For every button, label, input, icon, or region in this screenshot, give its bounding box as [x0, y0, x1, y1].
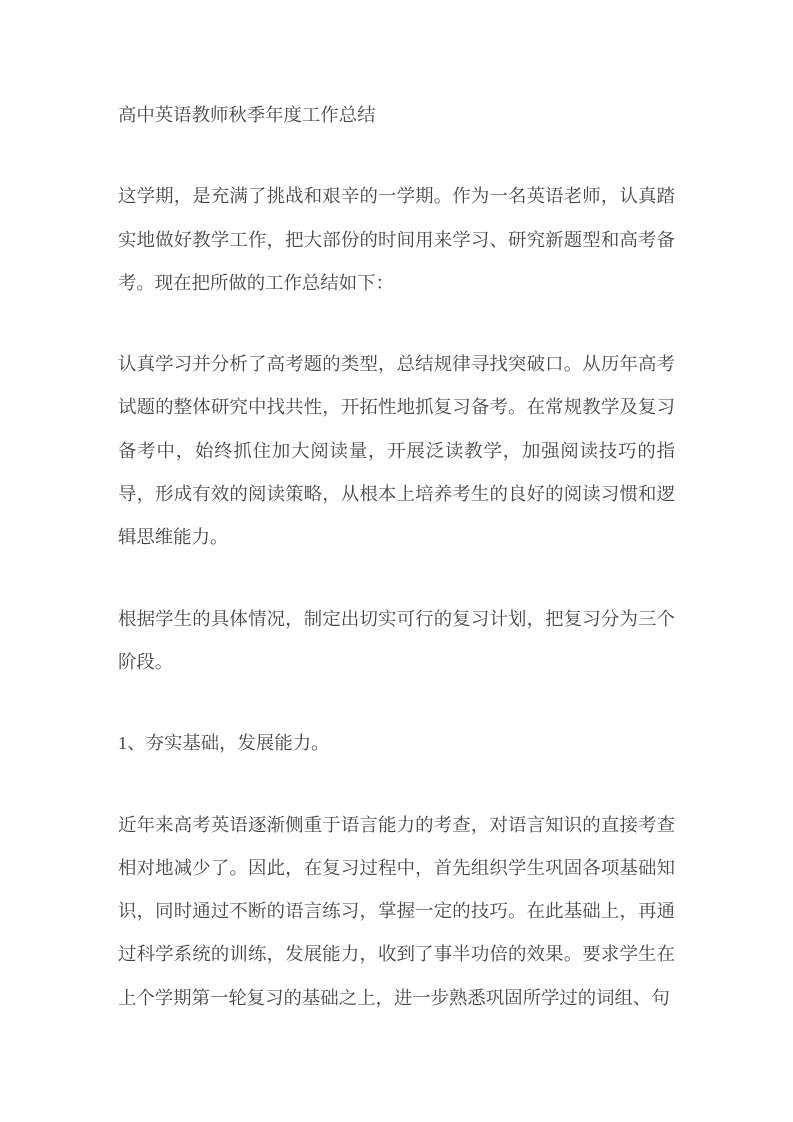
document-content: [118, 94, 675, 1020]
paragraph-exam-analysis: 认真学习并分析了高考题的类型，总结规律寻找突破口。从历年高考试题的整体研究中找共性，开拓性地抓复习备考。在常规教学及复习备考中，始终抓住加大阅读量，开展泛读教学，加强阅读技巧的指导，形成有效的阅读策略，从根本上培养考生的良好的阅读习惯和逻辑思维能力。: [118, 354, 675, 548]
document-title: 高中英语教师秋季年度工作总结: [118, 105, 376, 125]
list-item-1-foundation: 1、夯实基础，发展能力。: [118, 733, 330, 754]
paragraph-semester-intro: 这学期，是充满了挑战和艰辛的一学期。作为一名英语老师，认真踏实地做好教学工作，把大部份的时间用来学习、研究新题型和高考备考。现在把所做的工作总结如下：: [118, 186, 675, 293]
paragraph-review-plan: 根据学生的具体情况，制定出切实可行的复习计划，把复习分为三个阶段。: [118, 608, 675, 672]
paragraph-ability-development: 近年来高考英语逐渐侧重于语言能力的考查，对语言知识的直接考查相对地减少了。因此，在复习过程中，首先组织学生巩固各项基础知识，同时通过不断的语言练习，掌握一定的技巧。在此基础上，再通过科学系统的训练，发展能力，收到了事半功倍的效果。要求学生在上个学期第一轮复习的基础之上，进一步熟悉巩固所学过的词组、句: [118, 814, 675, 1008]
